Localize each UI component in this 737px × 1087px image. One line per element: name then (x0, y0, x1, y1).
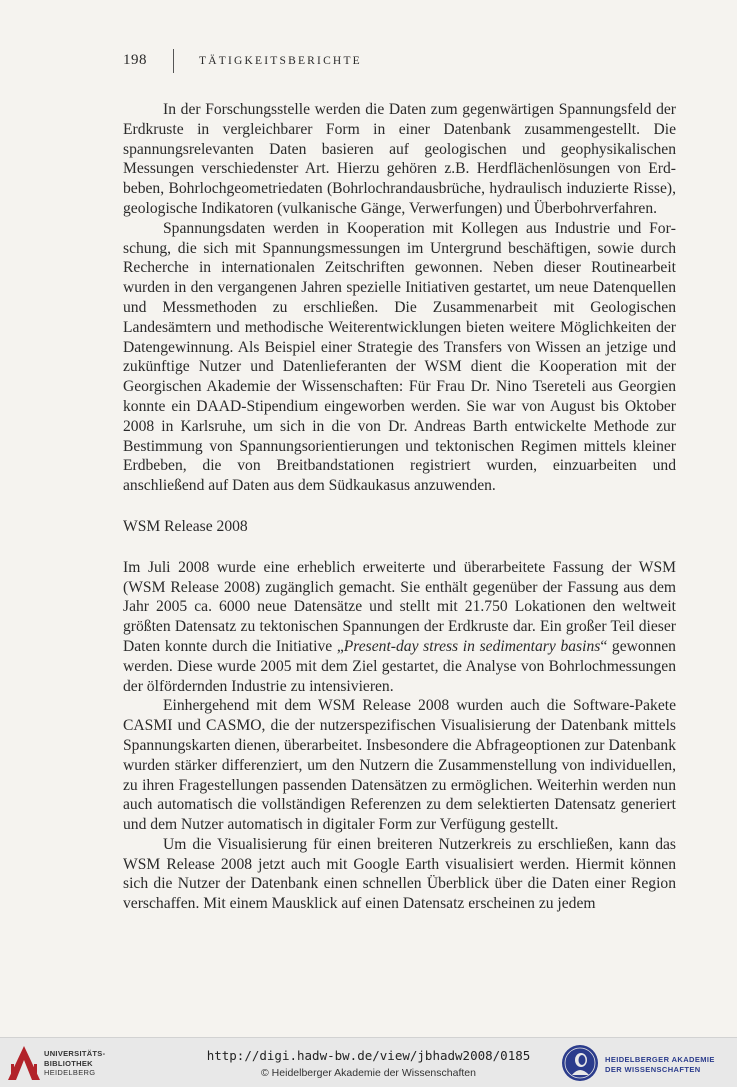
viewer-footer (0, 1037, 737, 1087)
section-title: TÄTIGKEITSBERICHTE (199, 55, 362, 67)
permalink-url[interactable]: http://digi.hadw-bw.de/view/jbhadw2008/0185 (206, 1048, 531, 1063)
paragraph-5: Um die Visualisierung für einen breiteren Nutzerkreis zu erschließen, kann das WSM Release 2008 jetzt auch mit Google Earth visualisiert werden. Hiermit können sich die Nutzer der Datenbank einen schnellen Überblick über die Daten einer Region verschaffen. Mit einem Mausklick auf einen Datensatz erscheinen zu jedem (123, 835, 676, 913)
paragraph-1: In der Forschungsstelle werden die Daten zum gegenwärtigen Spannungsfeld der Erdkruste in vergleichbarer Form in einer Datenbank zusammengestellt. Die spannungsrelevanten Daten basieren auf geologischen und geophysikalischen Messungen verschiedenster Art. Hierzu gehören z.B. Herdflächenlösungen von Erdbeben, Bohrlochgeometriedaten (Bohrlochrandausbrüche, hydraulisch induzierte Risse), geologische Indikatoren (vulkanische Gänge, Verwerfungen) und Überbohrverfahren. (123, 101, 676, 217)
academy-logo[interactable] (561, 1044, 729, 1082)
subheading: WSM Release 2008 (123, 517, 248, 535)
academy-seal-icon (561, 1044, 599, 1082)
body-text (123, 100, 676, 914)
paragraph-3-end: “ gewonnen werden. Diese wurde 2005 mit dem Ziel gestartet, die Analyse von Bohrlochmessungen der ölfördernden Industrie zu intensivieren. (123, 637, 676, 695)
university-library-name: UNIVERSITÄTS- BIBLIOTHEK HEIDELBERG (44, 1049, 106, 1077)
page-number: 198 (123, 52, 147, 68)
academy-name: HEIDELBERGER AKADEMIE DER WISSENSCHAFTEN (605, 1055, 715, 1074)
paragraph-2: Spannungsdaten werden in Kooperation mit Kollegen aus Industrie und Forschung, die sich mit Spannungsmessungen im Untergrund beschäftigen, sowie durch Recherche in internationalen Zeitschriften gewonnen. Neben dieser Routinearbeit wurden in den vergangenen Jahren spezielle Initiativen gestartet, um neue Datenquellen und Messmethoden zu erschließen. Die Zusammenarbeit mit Geologischen Landesämtern und methodische Weiterentwicklungen bieten weitere Möglichkeiten der Datengewinnung. Als Beispiel einer Strategie des Transfers von Wissen an jetzige und zukünftige Nutzer und Datenlieferanten der WSM dient die Kooperation mit der Georgischen Akademie der Wissenschaften: Für Frau Dr. Nino Tsereteli aus Georgien konnte ein DAAD-Stipendium eingeworben werden. Sie war von August bis Oktober 2008 in Karlsruhe, um sich in die von Dr. Andreas Barth entwickelte Methode zur Bestimmung von Spannungsorientierungen und tektonischen Regimen mittels kleiner Erdbeben, die von Breitbandstationen registriert wurden, einzuarbeiten und anschließend auf Daten aus dem Südkaukasus anzuwenden. (123, 219, 676, 495)
paragraph-3-start: Im Juli 2008 wurde eine erheblich erweiterte und überarbeitete Fassung der WSM (WSM Release 2008) zugänglich gemacht. Sie enthält gegenüber der Fassung aus dem Jahr 2005 ca. 6000 neue Datensätze und stellt mit 21.750 Lokationen den weltweit größten Datensatz zu tektonischen Spannungen der Erdkruste dar. Ein großer Teil dieser Daten konnte durch die Initiative „ (123, 558, 676, 655)
paragraph-4: Einhergehend mit dem WSM Release 2008 wurden auch die Software-Pakete CASMI und CASMO, die der nutzerspezifischen Visualisierung der Datenbank mittels Spannungskarten dienen, überarbeitet. Insbesondere die Abfrageoptionen zur Datenbank wurden stärker differenziert, um den Nutzern die Zusammenstellung von individuellen, zu ihren Fragestellungen passenden Datensätzen zu ermöglichen. Weiterhin werden nun auch automatisch die vollständigen Referenzen zu dem selektierten Datensatz generiert und dem Nutzer automatisch in digitaler Form zur Verfügung gestellt. (123, 697, 676, 834)
paragraph-3 (123, 558, 676, 697)
copyright-notice: © Heidelberger Akademie der Wissenschaften (261, 1067, 476, 1079)
header-divider (173, 49, 174, 73)
initiative-title: Present-day stress in sedimentary basins (343, 637, 601, 655)
running-head (123, 49, 677, 75)
